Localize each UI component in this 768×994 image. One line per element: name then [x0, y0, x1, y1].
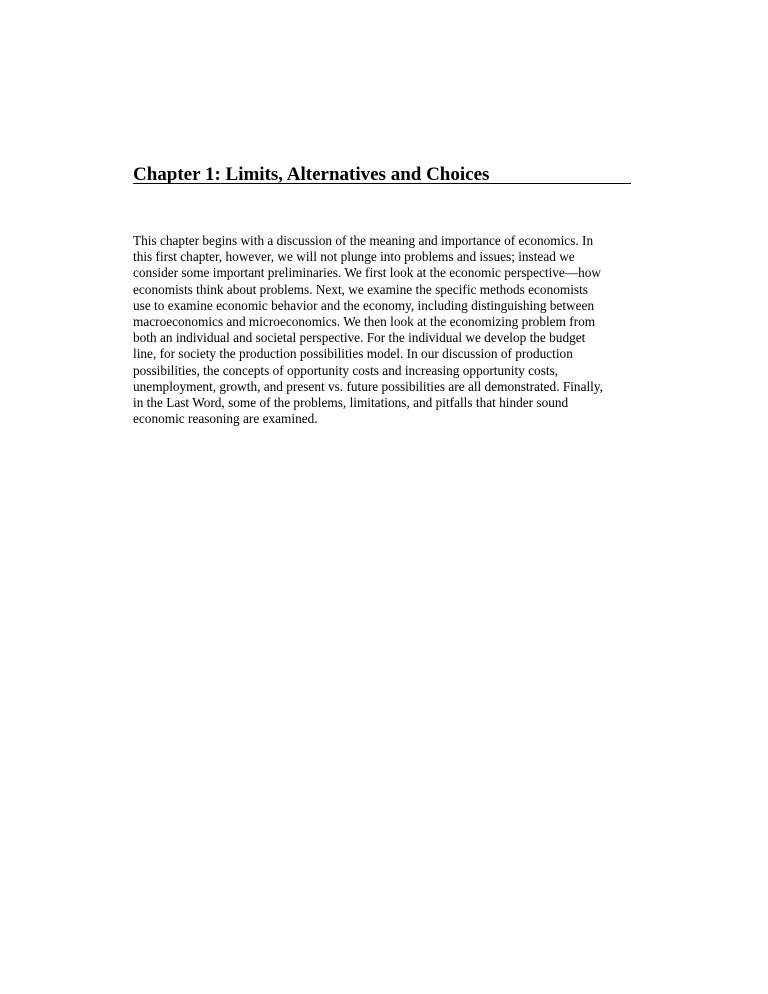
- paragraph-line: in the Last Word, some of the problems, limitations, and pitfalls that hinder sound: [133, 395, 569, 411]
- chapter-title: [133, 163, 631, 184]
- paragraph-line: use to examine economic behavior and the economy, including distinguishing between: [133, 297, 595, 313]
- chapter-intro-paragraph: [133, 233, 633, 427]
- chapter-title-text: Chapter 1: Limits, Alternatives and Choices: [133, 164, 490, 184]
- paragraph-line: This chapter begins with a discussion of the meaning and importance of economics. In: [133, 233, 594, 248]
- paragraph-line: unemployment, growth, and present vs. future possibilities are all demonstrated. Finally,: [133, 378, 603, 394]
- paragraph-line: economic reasoning are examined.: [133, 411, 318, 427]
- paragraph-line: economists think about problems. Next, we examine the specific methods economists: [133, 281, 588, 297]
- paragraph-line: both an individual and societal perspective. For the individual we develop the budget: [133, 330, 586, 346]
- paragraph-line: macroeconomics and microeconomics. We then look at the economizing problem from: [133, 314, 596, 330]
- paragraph-line: possibilities, the concepts of opportunity costs and increasing opportunity costs,: [133, 362, 559, 378]
- paragraph-line: consider some important preliminaries. We first look at the economic perspective—how: [133, 265, 602, 281]
- paragraph-line: line, for society the production possibilities model. In our discussion of production: [133, 346, 573, 362]
- paragraph-line: this first chapter, however, we will not plunge into problems and issues; instead we: [133, 249, 575, 265]
